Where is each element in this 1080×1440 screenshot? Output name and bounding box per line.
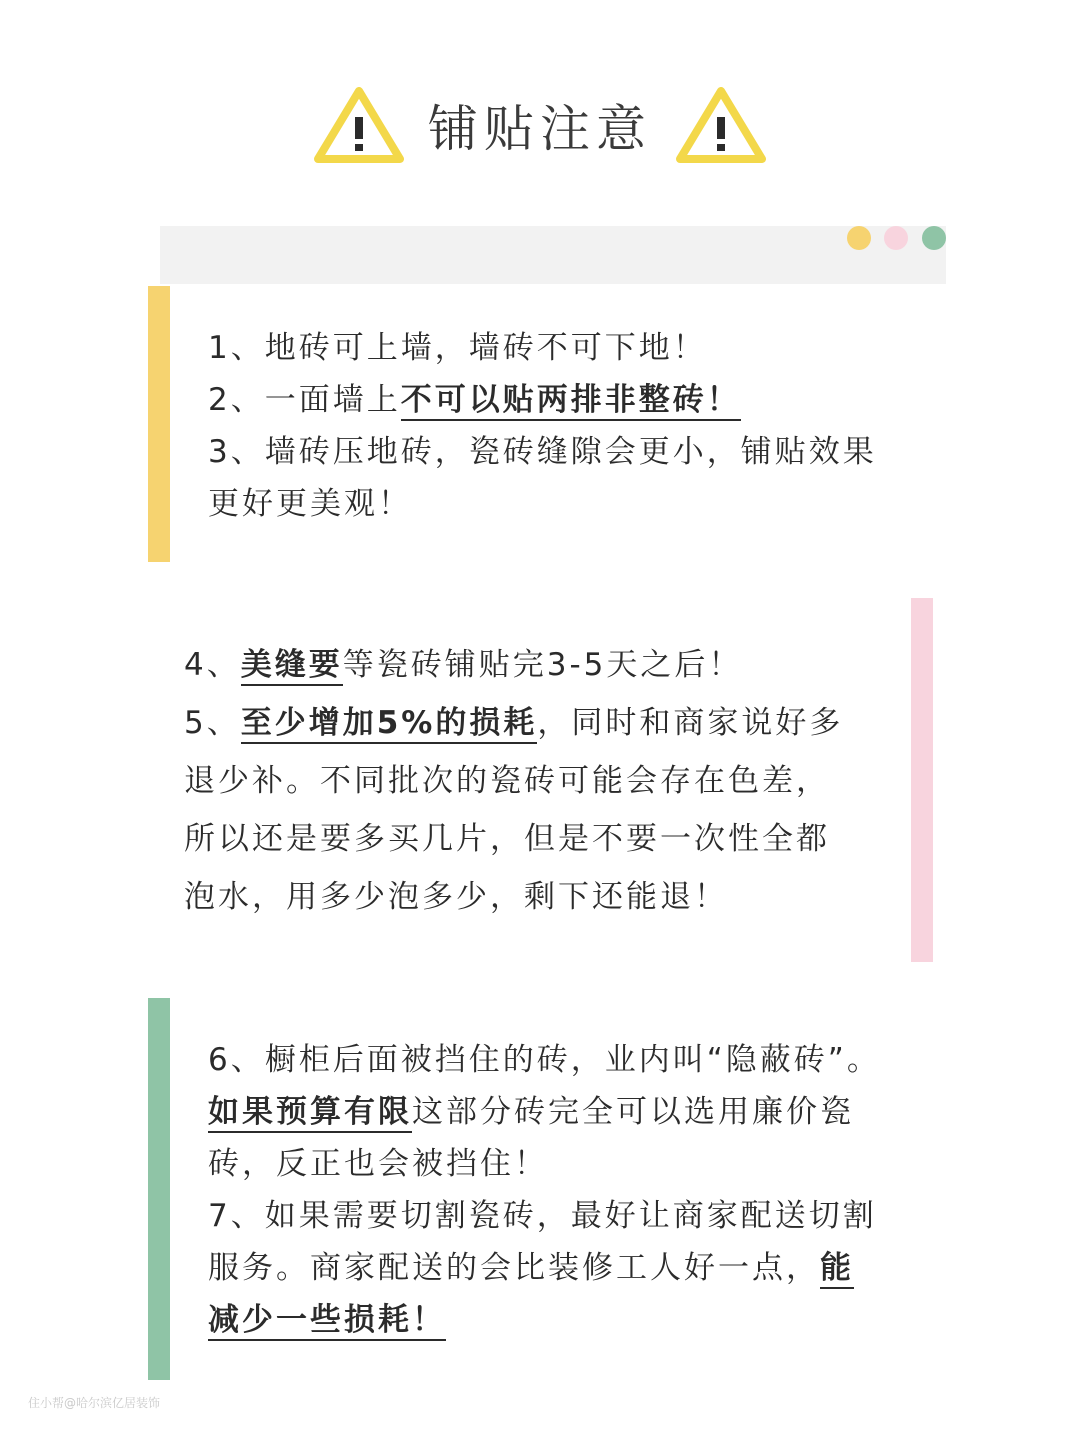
tip-7-cont-2 (208, 1294, 881, 1346)
tip-5-cont-1: 退少补。不同批次的瓷砖可能会存在色差， (184, 763, 830, 799)
tip-7-emphasis-2: 减少一些损耗！ (208, 1302, 446, 1341)
tip-3: 3、墙砖压地砖，瓷砖缝隙会更小，铺贴效果 (208, 434, 877, 470)
tip-2-emphasis: 不可以贴两排非整砖！ (401, 382, 741, 421)
tip-6-cont-2: 砖，反正也会被挡住！ (208, 1146, 548, 1182)
tip-4 (184, 636, 843, 694)
tip-5-cont-3: 泡水，用多少泡多少，剩下还能退！ (184, 879, 728, 915)
tip-4-emphasis: 美缝要 (241, 647, 343, 686)
tip-2 (208, 374, 877, 426)
tip-6-cont (208, 1086, 881, 1138)
tip-5 (184, 694, 843, 752)
tip-7: 7、如果需要切割瓷砖，最好让商家配送切割 (208, 1198, 877, 1234)
header (0, 80, 1080, 170)
tip-6: 6、橱柜后面被挡住的砖，业内叫“隐蔽砖”。 (208, 1042, 881, 1078)
section1-accent-bar (148, 286, 170, 562)
section2-accent-bar (911, 598, 933, 962)
yellow-dot (847, 226, 871, 250)
tip-4-text: 等瓷砖铺贴完3-5天之后！ (342, 647, 743, 683)
warning-triangle-icon (676, 87, 766, 163)
tip-5-emphasis: 至少增加5%的损耗 (241, 705, 538, 744)
green-dot (922, 226, 946, 250)
tip-5-cont-2: 所以还是要多买几片，但是不要一次性全都 (184, 821, 830, 857)
window-topbar (160, 226, 946, 284)
tip-7-cont (208, 1242, 881, 1294)
section1-text (208, 322, 877, 530)
section3-accent-bar (148, 998, 170, 1380)
tip-4-num: 4、 (184, 647, 241, 683)
pink-dot (884, 226, 908, 250)
tip-7-emphasis: 能 (820, 1250, 854, 1289)
section2-text (184, 636, 843, 926)
tip-5-text: ，同时和商家说好多 (537, 705, 844, 741)
tip-7-text: 服务。商家配送的会比装修工人好一点， (208, 1250, 820, 1286)
section3-text (208, 1034, 881, 1346)
warning-triangle-icon (314, 87, 404, 163)
watermark: 住小帮@哈尔滨亿居装饰 (28, 1396, 161, 1410)
tip-2-text: 2、一面墙上 (208, 382, 401, 418)
tip-6-emphasis: 如果预算有限 (208, 1094, 412, 1133)
page-title: 铺贴注意 (428, 100, 652, 158)
tip-6-text: 这部分砖完全可以选用廉价瓷 (412, 1094, 854, 1130)
tip-3-cont: 更好更美观！ (208, 486, 412, 522)
tip-1: 1、地砖可上墙，墙砖不可下地！ (208, 330, 707, 366)
tip-5-num: 5、 (184, 705, 241, 741)
